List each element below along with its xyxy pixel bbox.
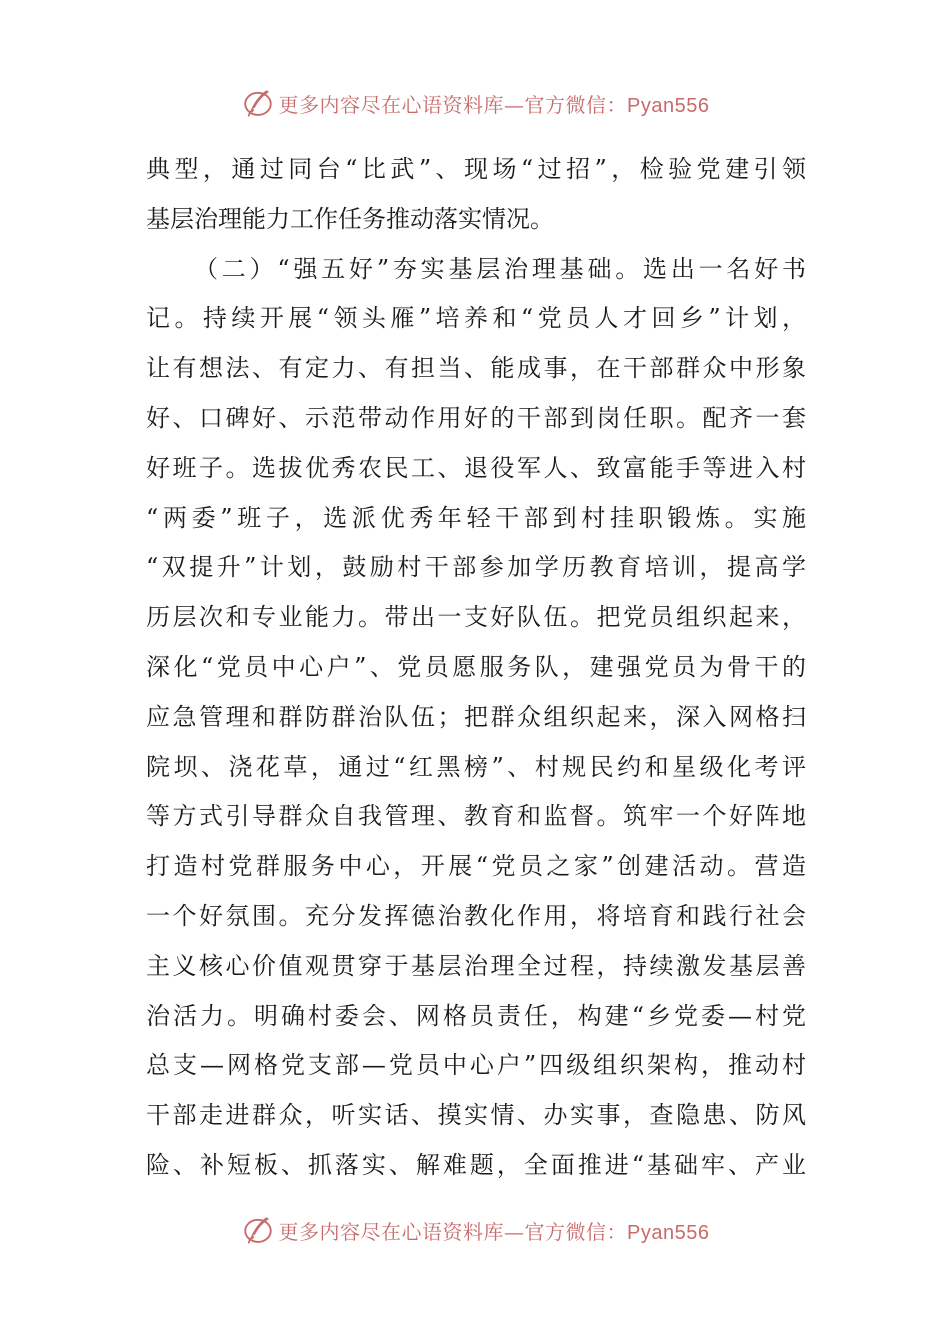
text-line: 好、口碑好、示范带动作用好的干部到岗任职。配齐一套	[146, 403, 806, 432]
text-line: 记。持续开展“领头雁”培养和“党员人才回乡”计划，	[146, 304, 806, 333]
text-line: 等方式引导群众自我管理、教育和监督。筑牢一个好阵地	[146, 802, 806, 831]
text-line: 让有想法、有定力、有担当、能成事，在干部群众中形象	[146, 354, 806, 383]
text-line: 院坝、浇花草，通过“红黑榜”、村规民约和星级化考评	[146, 752, 806, 781]
quill-pen-logo-icon	[241, 86, 275, 120]
text-line: （二）“强五好”夯实基层治理基础。选出一名好书	[194, 254, 806, 283]
text-line: 好班子。选拔优秀农民工、退役军人、致富能手等进入村	[146, 453, 806, 482]
text-line: 干部走进群众，听实话、摸实情、办实事，查隐患、防风	[146, 1101, 806, 1130]
footer-watermark	[0, 1210, 950, 1250]
wechat-id: Pyan556	[627, 1221, 710, 1244]
text-line: “双提升”计划，鼓励村干部参加学历教育培训，提高学	[146, 553, 806, 582]
text-line: 一个好氛围。充分发挥德治教化作用，将培育和践行社会	[146, 901, 806, 930]
watermark-text: 更多内容尽在心语资料库—官方微信：Pyan556	[278, 92, 710, 117]
document-body	[146, 145, 806, 1191]
text-line: 典型，通过同台“比武”、现场“过招”，检验党建引领	[146, 155, 806, 183]
quill-pen-logo-icon	[241, 1213, 275, 1247]
text-line: “两委”班子，选派优秀年轻干部到村挂职锻炼。实施	[146, 503, 806, 532]
wechat-id: Pyan556	[627, 94, 710, 117]
text-line: 深化“党员中心户”、党员愿服务队，建强党员为骨干的	[146, 652, 806, 681]
header-watermark	[0, 83, 950, 123]
text-line: 总支—网格党支部—党员中心户”四级组织架构，推动村	[146, 1051, 806, 1080]
text-line: 历层次和专业能力。带出一支好队伍。把党员组织起来，	[146, 603, 806, 632]
text-line: 应急管理和群防群治队伍；把群众组织起来，深入网格扫	[146, 702, 806, 731]
text-line: 打造村党群服务中心，开展“党员之家”创建活动。营造	[146, 852, 806, 881]
text-line: 基层治理能力工作任务推动落实情况。	[146, 204, 554, 233]
text-line: 主义核心价值观贯穿于基层治理全过程，持续激发基层善	[146, 951, 806, 980]
text-line: 险、补短板、抓落实、解难题，全面推进“基础牢、产业	[146, 1150, 806, 1179]
watermark-text: 更多内容尽在心语资料库—官方微信：Pyan556	[278, 1219, 710, 1244]
text-line: 治活力。明确村委会、网格员责任，构建“乡党委—村党	[146, 1001, 806, 1030]
